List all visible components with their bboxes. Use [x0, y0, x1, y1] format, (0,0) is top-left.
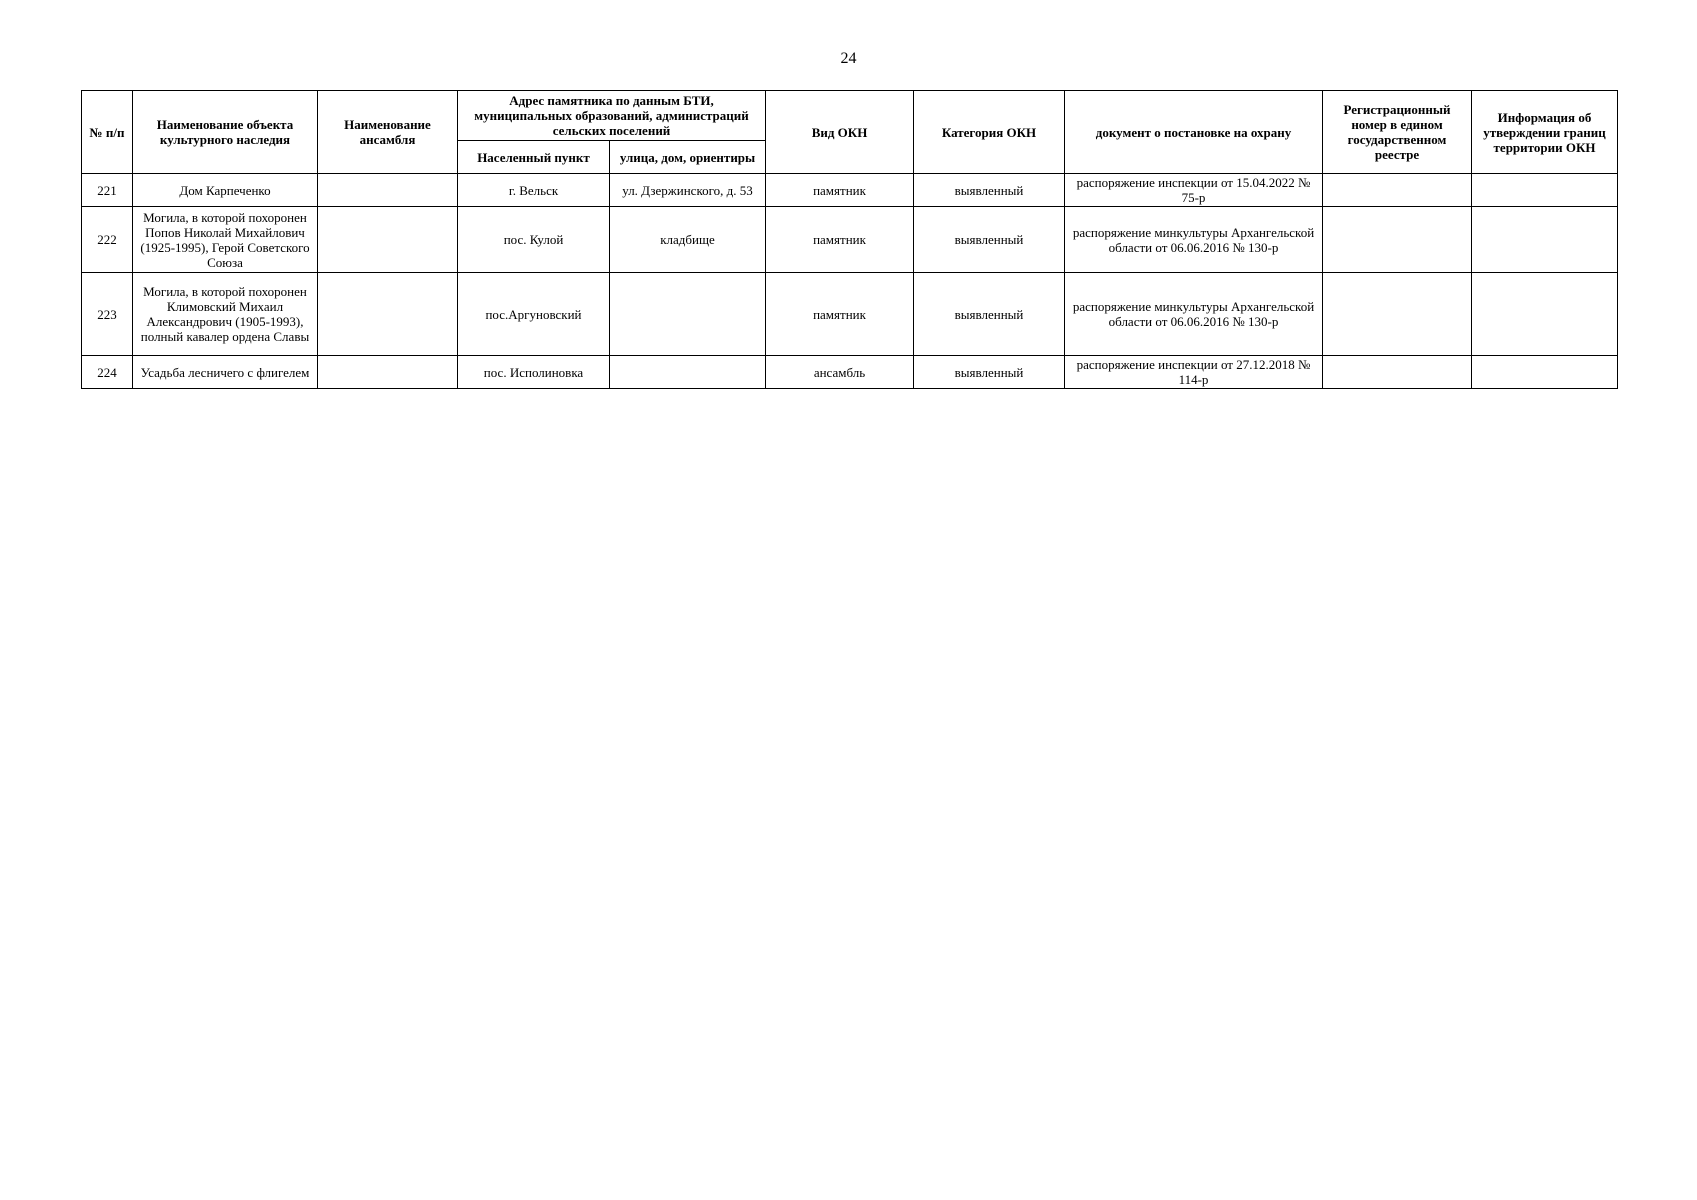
cell-settlement: пос.Аргуновский [458, 273, 610, 356]
header-num: № п/п [82, 91, 133, 174]
cell-object-name: Дом Карпеченко [133, 174, 318, 207]
cell-boundaries-info [1472, 356, 1618, 389]
cell-settlement: пос. Кулой [458, 207, 610, 273]
cell-registry-number [1323, 207, 1472, 273]
cell-object-name: Могила, в которой похоронен Попов Николай Михайлович (1925-1995), Герой Советского Союза [133, 207, 318, 273]
table-row [82, 273, 1618, 356]
cell-ensemble-name [318, 174, 458, 207]
cell-okn-category: выявленный [914, 174, 1065, 207]
header-ensemble-name: Наименование ансамбля [318, 91, 458, 174]
cell-okn-type: ансамбль [766, 356, 914, 389]
cell-okn-category: выявленный [914, 207, 1065, 273]
table-row [82, 207, 1618, 273]
table-row [82, 174, 1618, 207]
cell-protection-doc: распоряжение инспекции от 15.04.2022 № 75-р [1065, 174, 1323, 207]
cell-boundaries-info [1472, 273, 1618, 356]
cell-object-name: Могила, в которой похоронен Климовский Михаил Александрович (1905-1993), полный кавалер ордена Славы [133, 273, 318, 356]
cell-ensemble-name [318, 273, 458, 356]
cell-okn-type: памятник [766, 273, 914, 356]
cell-okn-type: памятник [766, 207, 914, 273]
cell-okn-category: выявленный [914, 356, 1065, 389]
cell-street: кладбище [610, 207, 766, 273]
page-number: 24 [840, 50, 857, 67]
header-okn-category: Категория ОКН [914, 91, 1065, 174]
cell-ensemble-name [318, 207, 458, 273]
header-boundaries-info: Информация об утверждении границ территории ОКН [1472, 91, 1618, 174]
table-header [82, 91, 1618, 174]
header-object-name: Наименование объекта культурного наследия [133, 91, 318, 174]
cell-num: 223 [82, 273, 133, 356]
cell-boundaries-info [1472, 207, 1618, 273]
cell-street [610, 356, 766, 389]
cell-registry-number [1323, 356, 1472, 389]
cell-num: 221 [82, 174, 133, 207]
header-address-group: Адрес памятника по данным БТИ, муниципальных образований, администраций сельских поселений [458, 91, 766, 141]
cell-object-name: Усадьба лесничего с флигелем [133, 356, 318, 389]
cell-num: 222 [82, 207, 133, 273]
cell-okn-type: памятник [766, 174, 914, 207]
header-registry-number: Регистрационный номер в едином государственном реестре [1323, 91, 1472, 174]
cell-registry-number [1323, 174, 1472, 207]
cell-street: ул. Дзержинского, д. 53 [610, 174, 766, 207]
cell-protection-doc: распоряжение инспекции от 27.12.2018 № 114-р [1065, 356, 1323, 389]
header-protection-doc: документ о постановке на охрану [1065, 91, 1323, 174]
cell-settlement: пос. Исполиновка [458, 356, 610, 389]
cell-protection-doc: распоряжение минкультуры Архангельской области от 06.06.2016 № 130-р [1065, 207, 1323, 273]
cell-registry-number [1323, 273, 1472, 356]
cell-settlement: г. Вельск [458, 174, 610, 207]
header-okn-type: Вид ОКН [766, 91, 914, 174]
cell-ensemble-name [318, 356, 458, 389]
cell-okn-category: выявленный [914, 273, 1065, 356]
table-row [82, 356, 1618, 389]
heritage-registry-table [81, 90, 1618, 389]
header-street: улица, дом, ориентиры [610, 141, 766, 174]
cell-boundaries-info [1472, 174, 1618, 207]
cell-protection-doc: распоряжение минкультуры Архангельской области от 06.06.2016 № 130-р [1065, 273, 1323, 356]
cell-num: 224 [82, 356, 133, 389]
cell-street [610, 273, 766, 356]
table-body [82, 174, 1618, 389]
header-settlement: Населенный пункт [458, 141, 610, 174]
